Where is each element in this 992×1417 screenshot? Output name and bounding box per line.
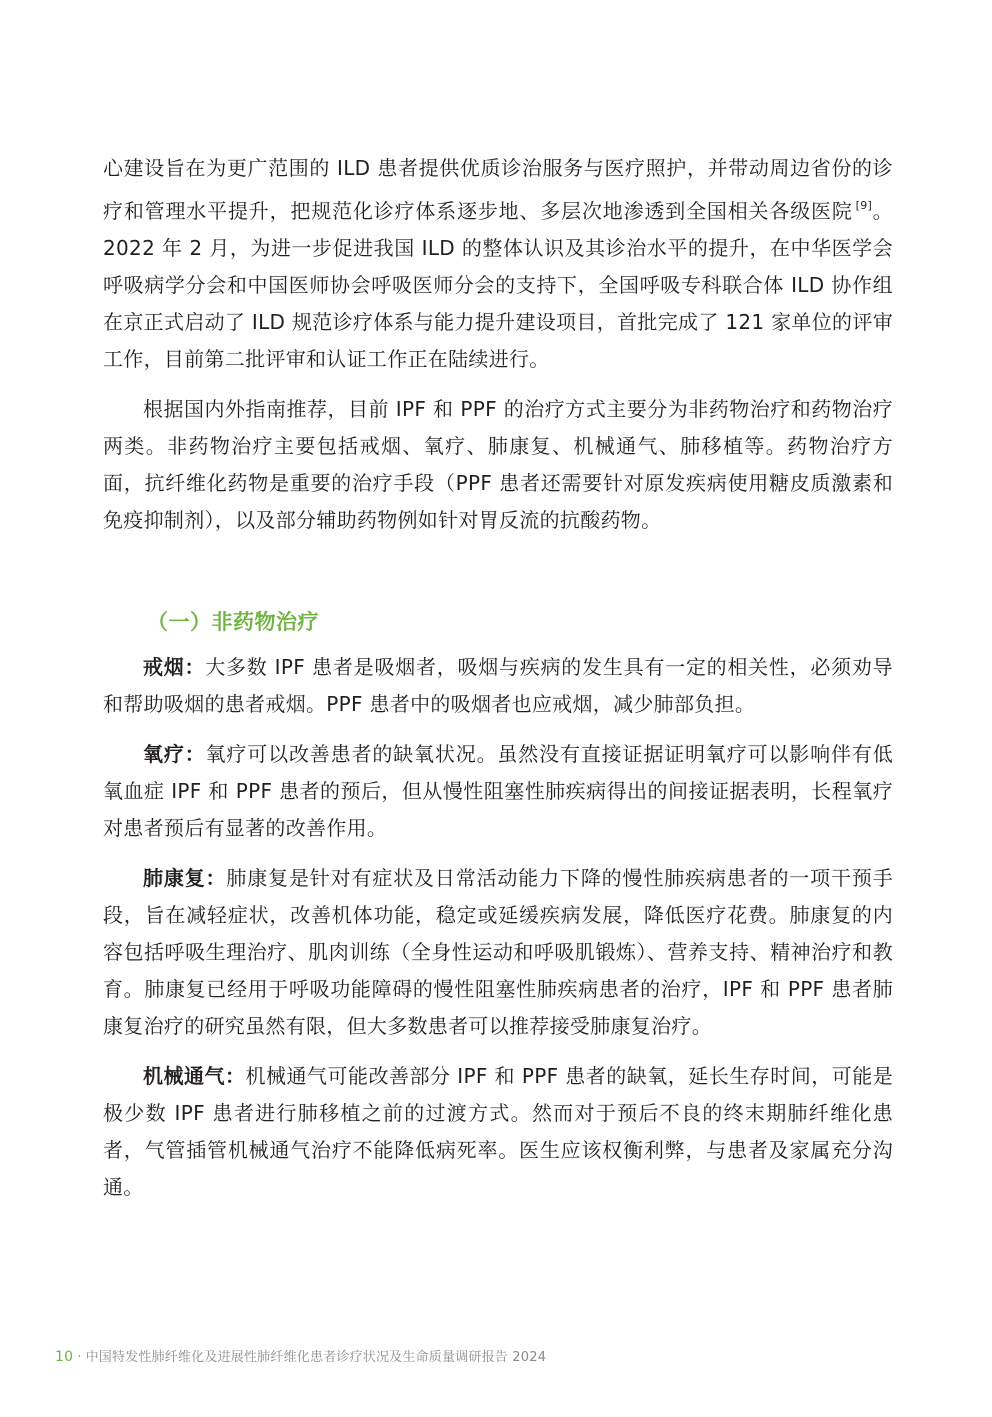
citation-reference: [9]: [855, 199, 873, 212]
item-text: 大多数 IPF 患者是吸烟者，吸烟与疾病的发生具有一定的相关性，必须劝导和帮助吸烟的患者戒烟。PPF 患者中的吸烟者也应戒烟，减少肺部负担。: [103, 655, 893, 716]
item-text: 机械通气可能改善部分 IPF 和 PPF 患者的缺氧，延长生存时间，可能是极少数 IPF 患者进行肺移植之前的过渡方式。然而对于预后不良的终末期肺纤维化患者，气管插管机械通气治疗不能降低病死率。医生应该权衡利弊，与患者及家属充分沟通。: [103, 1064, 893, 1199]
treatment-item-rehab: [103, 860, 893, 1045]
paragraph-text: 。2022 年 2 月，为进一步促进我国 ILD 的整体认识及其诊治水平的提升，在中华医学会呼吸病学分会和中国医师协会呼吸医师分会的支持下，全国呼吸专科联合体 ILD 协作组在京正式启动了 ILD 规范诊疗体系与能力提升建设项目，首批完成了 121 家单位的评审工作，目前第二批评审和认证工作正在陆续进行。: [103, 199, 893, 371]
report-title: 中国特发性肺纤维化及进展性肺纤维化患者诊疗状况及生命质量调研报告 2024: [85, 1350, 547, 1365]
page-footer: [55, 1347, 546, 1368]
treatment-item-smoking: [103, 649, 893, 723]
item-text: 肺康复是针对有症状及日常活动能力下降的慢性肺疾病患者的一项干预手段，旨在减轻症状，改善机体功能，稳定或延缓疾病发展，降低医疗花费。肺康复的内容包括呼吸生理治疗、肌肉训练（全身性运动和呼吸肌锻炼）、营养支持、精神治疗和教育。肺康复已经用于呼吸功能障碍的慢性阻塞性肺疾病患者的治疗，IPF 和 PPF 患者肺康复治疗的研究虽然有限，但大多数患者可以推荐接受肺康复治疗。: [103, 866, 894, 1038]
paragraph-text: 心建设旨在为更广范围的 ILD 患者提供优质诊治服务与医疗照护，并带动周边省份的诊疗和管理水平提升，把规范化诊疗体系逐步地、多层次地渗透到全国相关各级医院: [103, 156, 893, 223]
main-content: [103, 150, 893, 1219]
treatment-item-oxygen: [103, 736, 893, 847]
item-term: 氧疗：: [143, 742, 206, 766]
page-number: 10: [55, 1349, 74, 1365]
section-heading: （一）非药物治疗: [147, 610, 319, 634]
item-text: 氧疗可以改善患者的缺氧状况。虽然没有直接证据证明氧疗可以影响伴有低氧血症 IPF 和 PPF 患者的预后，但从慢性阻塞性肺疾病得出的间接证据表明，长程氧疗对患者预后有显著的改善作用。: [103, 742, 893, 840]
footer-separator: ·: [77, 1350, 82, 1365]
body-paragraph-1: [103, 150, 893, 378]
item-term: 机械通气：: [143, 1064, 246, 1088]
body-paragraph-2: 根据国内外指南推荐，目前 IPF 和 PPF 的治疗方式主要分为非药物治疗和药物治疗两类。非药物治疗主要包括戒烟、氧疗、肺康复、机械通气、肺移植等。药物治疗方面，抗纤维化药物是重要的治疗手段（PPF 患者还需要针对原发疾病使用糖皮质激素和免疫抑制剂），以及部分辅助药物例如针对胃反流的抗酸药物。: [103, 397, 893, 532]
item-term: 戒烟：: [143, 655, 206, 679]
item-term: 肺康复：: [143, 866, 227, 890]
treatment-item-ventilation: [103, 1058, 893, 1206]
